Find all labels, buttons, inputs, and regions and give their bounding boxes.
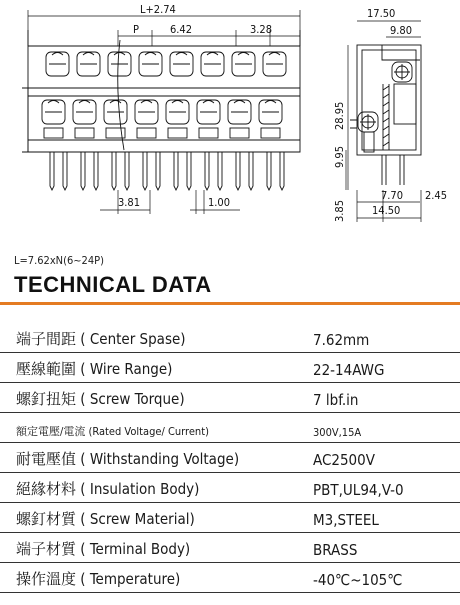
dim-side-9-95: 9.95 [333,145,346,168]
spec-value: M3,STEEL [313,511,379,529]
spec-row [0,473,460,503]
dim-side-14-50: 14.50 [372,204,401,217]
spec-value: 22-14AWG [313,361,385,379]
spec-row [0,443,460,473]
spec-value: BRASS [313,541,358,559]
spec-row [0,533,460,563]
spec-label: 螺釘扭矩 ( Screw Torque) [16,390,185,408]
spec-row [0,503,460,533]
spec-label: 螺釘材質 ( Screw Material) [16,510,195,528]
dim-3-81: 3.81 [118,196,141,209]
dim-pitch: P [133,23,139,36]
spec-row [0,323,460,353]
spec-label: 絕緣材料 ( Insulation Body) [16,480,200,498]
dim-6-42: 6.42 [170,23,193,36]
page-title: TECHNICAL DATA [14,272,212,297]
dim-side-2-45: 2.45 [425,189,448,202]
spec-label: 操作溫度 ( Temperature) [16,570,181,588]
spec-row [0,563,460,593]
spec-value: AC2500V [313,451,375,469]
spec-label: 耐電壓值 ( Withstanding Voltage) [16,450,240,468]
spec-label: 端子材質 ( Terminal Body) [16,540,191,558]
front-view [22,30,300,190]
technical-drawing [0,0,460,240]
dim-side-3-85: 3.85 [333,199,346,222]
dim-1-00: 1.00 [208,196,231,209]
length-formula: L=7.62xN(6~24P) [14,254,104,267]
spec-label: 壓線範圍 ( Wire Range) [16,360,173,378]
spec-value: 7 lbf.in [313,391,359,409]
spec-table [0,323,460,593]
spec-value: 300V,15A [313,426,362,439]
spec-row [0,383,460,413]
dim-overall-length: L+2.74 [140,3,176,16]
dim-side-28-95: 28.95 [333,101,346,130]
title-divider [0,302,460,305]
dim-3-28: 3.28 [250,23,273,36]
dim-side-7-70: 7.70 [381,189,404,202]
side-view [350,45,421,185]
spec-value: -40℃~105℃ [313,571,403,589]
spec-value: PBT,UL94,V-0 [313,481,404,499]
spec-row [0,353,460,383]
spec-value: 7.62mm [313,331,370,349]
dim-side-17-50: 17.50 [367,7,396,20]
dim-side-9-80: 9.80 [390,24,413,37]
spec-label: 額定電壓/電流 (Rated Voltage/ Current) [16,425,209,438]
spec-label: 端子間距 ( Center Spase) [16,330,186,348]
spec-row [0,413,460,443]
